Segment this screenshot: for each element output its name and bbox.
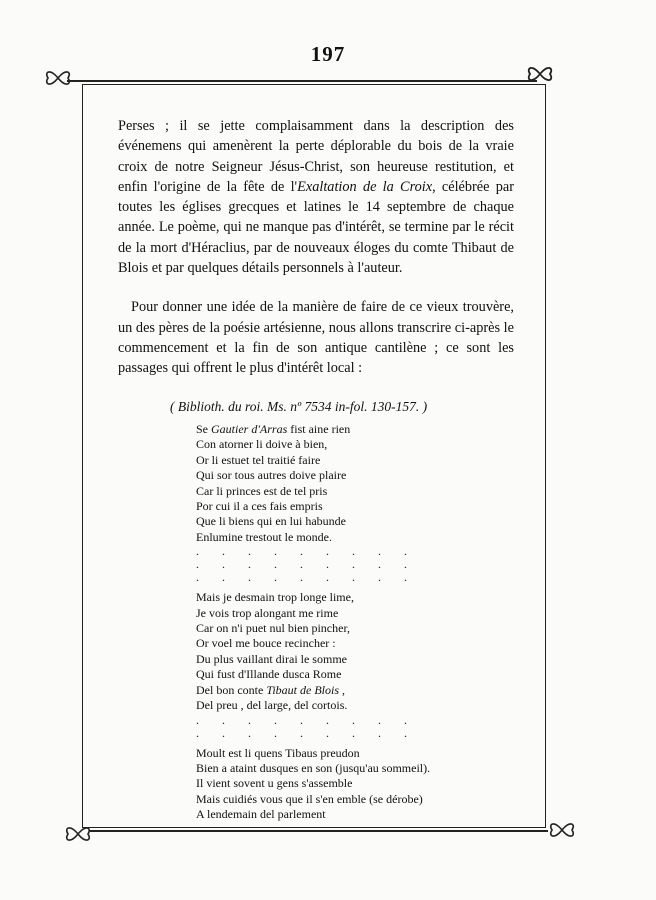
- poem-line: [196, 422, 496, 437]
- poem-line: Du plus vaillant dirai le somme: [196, 651, 347, 666]
- corner-ornament-icon: [42, 66, 74, 90]
- ellipsis-dots: . . . . . . . . .: [196, 712, 417, 727]
- poem-line: Por cui il a ces fais empris: [196, 499, 323, 514]
- paragraph-1-text-end: , célébrée par toutes les églises grecques et latines le 14 septembre de chaque année. Le poème, qui ne manque pas d'intérêt, se termine par le récit de la mort d'Héraclius, par de nouveaux éloges du comte Thibaut de Blois et par quelques détails personnels à l'auteur.: [118, 178, 514, 277]
- ellipsis-dots: . . . . . . . . .: [196, 570, 417, 585]
- poem-line: Je vois trop alongant me rime: [196, 605, 339, 620]
- poem-line: Mais je desmain trop longe lime,: [196, 590, 354, 605]
- ellipsis-dots: . . . . . . . . .: [196, 725, 417, 740]
- count-name-italic: Tibaut de Blois: [266, 682, 339, 697]
- poem-line: Car li princes est de tel pris: [196, 483, 328, 498]
- poem-line: Or voel me bouce recincher :: [196, 636, 336, 651]
- page-number: 197: [310, 42, 346, 66]
- poem-line: Que li biens qui en lui habunde: [196, 514, 346, 529]
- body-text: [118, 116, 514, 379]
- corner-ornament-icon: [546, 818, 578, 842]
- ellipsis-dots: . . . . . . . . .: [196, 544, 417, 559]
- poem-line: [196, 683, 496, 698]
- poem-line: Qui fust d'Illande dusca Rome: [196, 667, 342, 682]
- poem-line: Qui sor tous autres doive plaire: [196, 468, 347, 483]
- paragraph-1: [118, 116, 514, 278]
- corner-ornament-icon: [62, 822, 94, 846]
- poem-line: Il vient sovent u gens s'assemble: [196, 776, 353, 791]
- poem-line-suffix: fist aine rien: [287, 422, 351, 436]
- poem-line-prefix: Se: [196, 422, 211, 436]
- poem-line: Moult est li quens Tibaus preudon: [196, 745, 360, 760]
- frame-bottom-rule: [90, 830, 548, 832]
- poem-line: Enlumine trestout le monde.: [196, 529, 332, 544]
- frame-top-rule: [67, 80, 537, 82]
- poem-excerpt: [196, 422, 496, 823]
- poem-line: Or li estuet tel traitié faire: [196, 452, 321, 467]
- poet-name-italic: Gautier d'Arras: [211, 422, 288, 436]
- feast-name-italic: Exaltation de la Croix: [297, 178, 433, 195]
- paragraph-1-text: Perses ; il se jette complaisamment dans la description des événemens qui amenèrent la perte déplorable du bois de la vraie croix de notre Seigneur Jésus-Christ, son heureuse restitution, et enfin l'origine de la fête de l': [118, 118, 514, 195]
- poem-line: Car on n'i puet nul bien pincher,: [196, 621, 350, 636]
- ellipsis-dots: . . . . . . . . .: [196, 557, 417, 572]
- poem-line: Bien a ataint dusques en son (jusqu'au sommeil).: [196, 760, 431, 775]
- poem-line-suffix: ,: [339, 682, 345, 697]
- poem-line: Del preu , del large, del cortois.: [196, 698, 348, 713]
- citation: ( Biblioth. du roi. Ms. nº 7534 in-fol. 130-157. ): [170, 399, 428, 414]
- corner-ornament-icon: [524, 62, 556, 86]
- poem-line: A lendemain del parlement: [196, 807, 326, 822]
- paragraph-2: Pour donner une idée de la manière de faire de ce vieux trouvère, un des pères de la poésie artésienne, nous allons transcrire ci-après le commencement et la fin de son antique cantilène ; ce sont les passages qui offrent le plus d'intérêt local :: [118, 299, 514, 377]
- poem-line: Mais cuidiés vous que il s'en emble (se dérobe): [196, 791, 423, 806]
- poem-line-prefix: Del bon conte: [196, 682, 267, 697]
- poem-line: Con atorner li doive à bien,: [196, 437, 328, 452]
